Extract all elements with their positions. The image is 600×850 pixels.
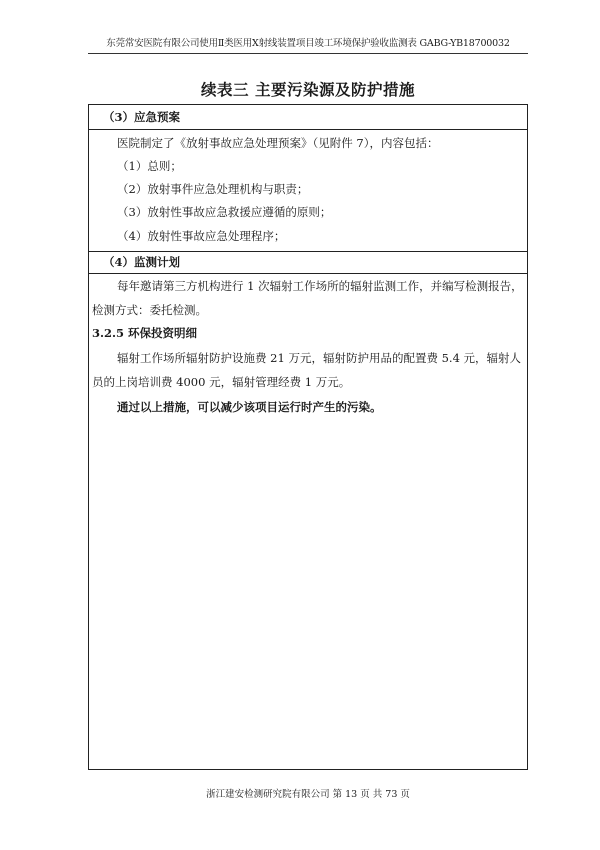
- row-divider: [89, 251, 527, 252]
- investment-text-line2: 员的上岗培训费 4000 元，辐射管理经费 1 万元。: [92, 375, 351, 389]
- emergency-plan-item: （1）总则；: [117, 159, 182, 173]
- document-footer: 浙江建安检测研究院有限公司 第 13 页 共 73 页: [206, 789, 410, 800]
- monitoring-plan-heading: （4）监测计划: [103, 255, 181, 269]
- investment-text-line1: 辐射工作场所辐射防护设施费 21 万元，辐射防护用品的配置费 5.4 元，辐射人: [117, 351, 522, 365]
- monitoring-plan-text-line1: 每年邀请第三方机构进行 1 次辐射工作场所的辐射监测工作，并编写检测报告，: [117, 279, 523, 293]
- header-rule: [88, 53, 528, 54]
- document-header: 东莞常安医院有限公司使用Ⅱ类医用X射线装置项目竣工环境保护验收监测表 GABG-YB18700032: [106, 38, 510, 49]
- row-divider: [89, 273, 527, 274]
- row-divider: [89, 129, 527, 130]
- emergency-plan-item: （3）放射性事故应急救援应遵循的原则；: [117, 205, 332, 219]
- emergency-plan-item: （2）放射事件应急处理机构与职责；: [117, 182, 309, 196]
- page-title: 续表三 主要污染源及防护措施: [201, 80, 415, 99]
- content-table: [88, 104, 528, 770]
- investment-heading: 3.2.5 环保投资明细: [92, 326, 198, 340]
- emergency-plan-item: （4）放射性事故应急处理程序；: [117, 229, 286, 243]
- conclusion-text: 通过以上措施，可以减少该项目运行时产生的污染。: [117, 400, 382, 414]
- emergency-plan-intro: 医院制定了《放射事故应急处理预案》（见附件 7），内容包括：: [117, 136, 439, 150]
- monitoring-plan-text-line2: 检测方式：委托检测。: [92, 303, 207, 317]
- emergency-plan-heading: （3）应急预案: [103, 110, 181, 124]
